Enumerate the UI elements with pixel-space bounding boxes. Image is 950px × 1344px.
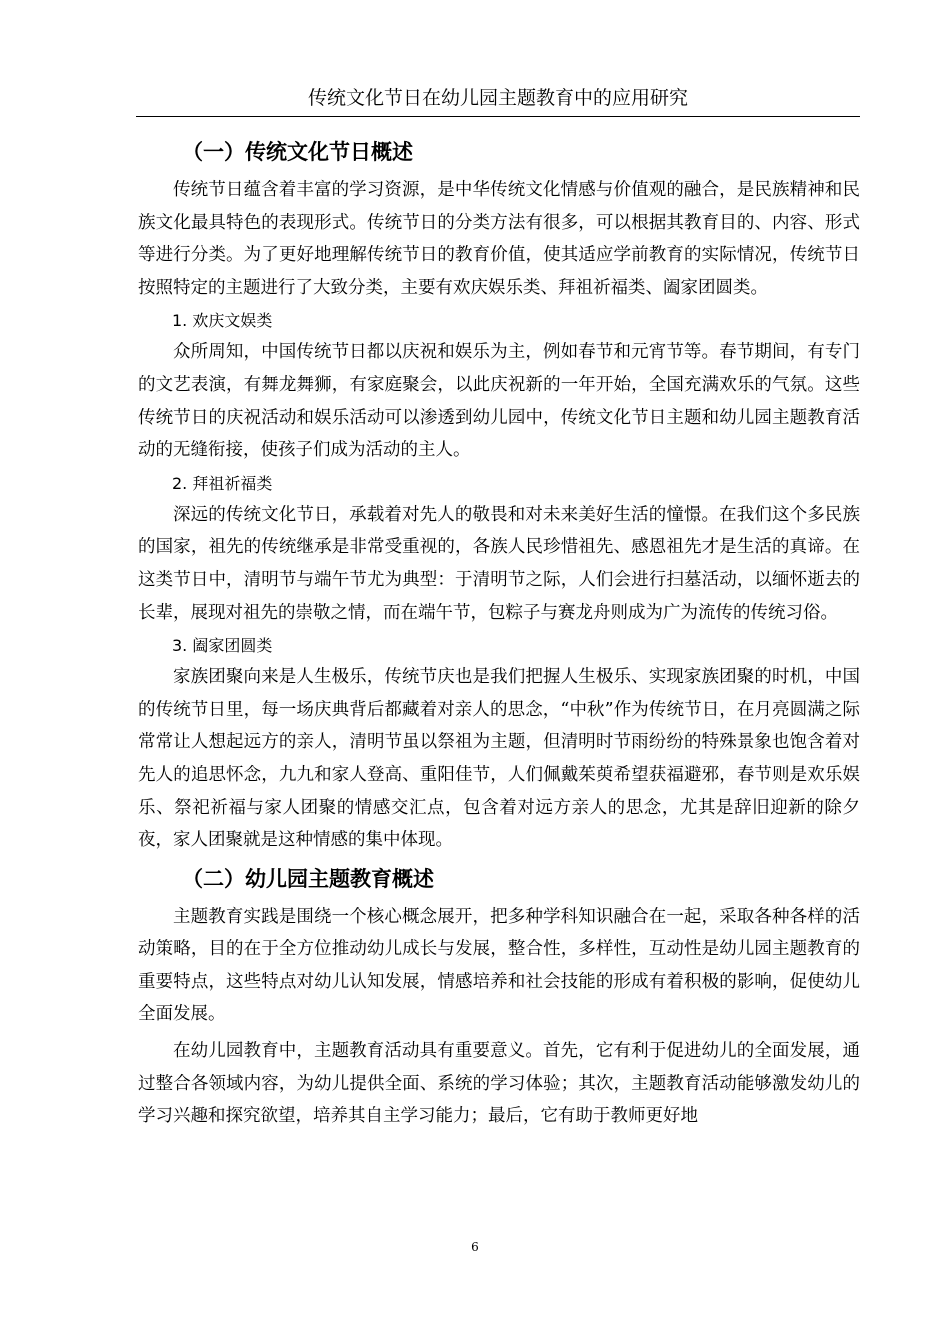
theme-education-paragraph-2: 在幼儿园教育中，主题教育活动具有重要意义。首先，它有利于促进幼儿的全面发展，通过整合各领域内容，为幼儿提供全面、系统的学习体验；其次，主题教育活动能够激发幼儿的学习兴趣和探究欲望，培养其自主学习能力；最后，它有助于教师更好地 (138, 1041, 860, 1127)
running-header: 传统文化节日在幼儿园主题教育中的应用研究 (307, 87, 688, 109)
subheading-celebration: 1. 欢庆文娱类 (172, 311, 273, 331)
header-divider (136, 116, 860, 117)
section-heading-traditional-festivals: （一）传统文化节日概述 (182, 140, 413, 164)
subheading-family-reunion: 3. 阖家团圆类 (172, 636, 273, 656)
ancestor-worship-paragraph: 深远的传统文化节日，承载着对先人的敬畏和对未来美好生活的憧憬。在我们这个多民族的国家，祖先的传统继承是非常受重视的，各族人民珍惜祖先、感恩祖先才是生活的真谛。在这类节日中，清明节与端午节尤为典型：于清明节之际，人们会进行扫墓活动，以缅怀逝去的长辈，展现对祖先的崇敬之情，而在端午节，包粽子与赛龙舟则成为广为流传的传统习俗。 (138, 504, 860, 623)
section-intro-paragraph: 传统节日蕴含着丰富的学习资源，是中华传统文化情感与价值观的融合，是民族精神和民族文化最具特色的表现形式。传统节日的分类方法有很多，可以根据其教育目的、内容、形式等进行分类。为了更好地理解传统节日的教育价值，使其适应学前教育的实际情况，传统节日按照特定的主题进行了大致分类，主要有欢庆娱乐类、拜祖祈福类、阖家团圆类。 (138, 180, 860, 298)
theme-education-paragraph-1: 主题教育实践是围绕一个核心概念展开，把多种学科知识融合在一起，采取各种各样的活动策略，目的在于全方位推动幼儿成长与发展，整合性，多样性，互动性是幼儿园主题教育的重要特点，这些特点对幼儿认知发展，情感培养和社会技能的形成有着积极的影响，促使幼儿全面发展。 (138, 906, 860, 1025)
section-heading-theme-education: （二）幼儿园主题教育概述 (182, 866, 434, 891)
subheading-ancestor-worship: 2. 拜祖祈福类 (172, 473, 273, 493)
page-body (138, 130, 860, 1133)
celebration-paragraph: 众所周知，中国传统节日都以庆祝和娱乐为主，例如春节和元宵节等。春节期间，有专门的文艺表演，有舞龙舞狮，有家庭聚会，以此庆祝新的一年开始，全国充满欢乐的气氛。这些传统节日的庆祝活动和娱乐活动可以渗透到幼儿园中，传统文化节日主题和幼儿园主题教育活动的无缝衔接，使孩子们成为活动的主人。 (138, 342, 860, 461)
page-number: 6 (471, 1240, 479, 1254)
family-reunion-paragraph: 家族团聚向来是人生极乐，传统节庆也是我们把握人生极乐、实现家族团聚的时机，中国的传统节日里，每一场庆典背后都藏着对亲人的思念，“中秋”作为传统节日，在月亮圆满之际常常让人想起远方的亲人，清明节虽以祭祖为主题，但清明时节雨纷纷的特殊景象也饱含着对先人的追思怀念，九九和家人登高、重阳佳节，人们佩戴茱萸希望获福避邪，春节则是欢乐娱乐、祭祀祈福与家人团聚的情感交汇点，包含着对远方亲人的思念，尤其是辞旧迎新的除夕夜，家人团聚就是这种情感的集中体现。 (138, 667, 860, 851)
